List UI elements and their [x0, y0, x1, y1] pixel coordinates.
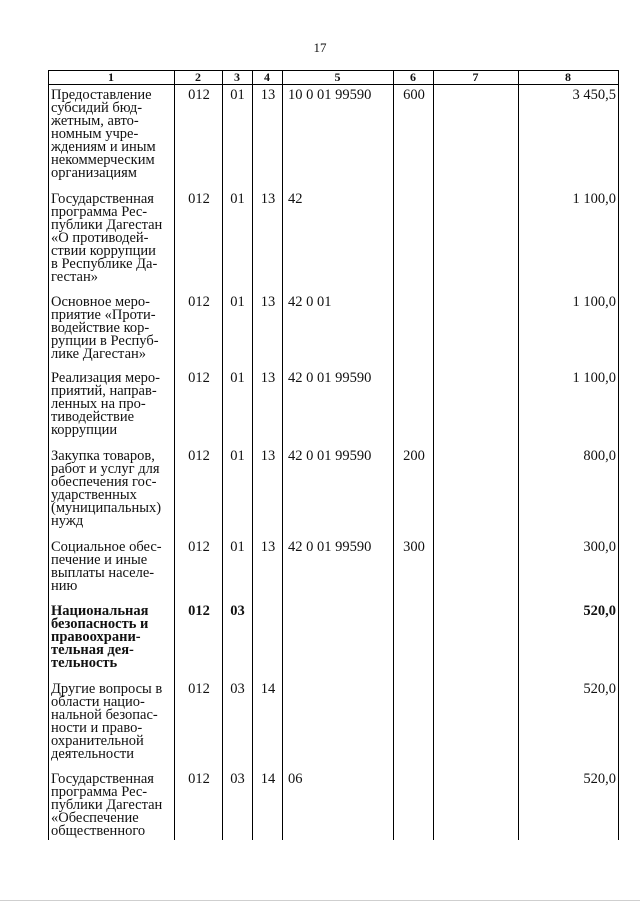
- row-code-6: 300: [403, 539, 425, 555]
- table-header-row: [48, 70, 618, 85]
- row-code-5: 10 0 01 99590: [288, 87, 372, 103]
- header-col-5: 5: [334, 70, 341, 84]
- row-code-3: 01: [230, 294, 245, 310]
- row-amount: 300,0: [583, 539, 616, 555]
- row-code-3: 01: [230, 448, 245, 464]
- row-name: Основное меро- приятие «Проти- водействие кор- рупции в Респуб- лике Дагестан»: [51, 294, 159, 362]
- row-name: Национальная безопасность и правоохрани- тельная дея- тельность: [51, 603, 149, 671]
- row-code-4: 14: [260, 681, 276, 697]
- header-col-8: 8: [565, 70, 571, 84]
- column-divider: [174, 70, 175, 840]
- row-code-2: 012: [188, 191, 210, 207]
- row-amount: 1 100,0: [572, 370, 616, 386]
- row-code-2: 012: [188, 771, 210, 787]
- row-code-4: 13: [260, 294, 276, 310]
- budget-table: [48, 70, 618, 840]
- row-code-2: 012: [188, 603, 210, 619]
- row-code-3: 03: [230, 771, 245, 787]
- row-code-6: 200: [403, 448, 425, 464]
- header-col-4: 4: [264, 70, 270, 84]
- row-name: Закупка товаров, работ и услуг для обеспечения гос- ударственных (муниципальных) нужд: [51, 448, 162, 529]
- row-amount: 1 100,0: [572, 294, 616, 310]
- row-code-5: 42 0 01 99590: [288, 370, 372, 386]
- row-code-3: 03: [230, 603, 245, 619]
- header-col-2: 2: [195, 70, 201, 84]
- page-number: 17: [313, 40, 327, 55]
- row-code-5: 06: [288, 771, 303, 787]
- row-code-4: 13: [260, 191, 276, 207]
- column-divider: [618, 70, 619, 840]
- row-code-4: 14: [260, 771, 276, 787]
- row-code-3: 01: [230, 539, 245, 555]
- row-code-3: 01: [230, 370, 245, 386]
- row-code-4: 13: [260, 87, 276, 103]
- row-code-5: 42 0 01 99590: [288, 448, 372, 464]
- row-code-4: 13: [260, 370, 276, 386]
- row-name: Другие вопросы в области нацио- нальной безопас- ности и право- охранительной деятельности: [51, 681, 163, 762]
- row-code-3: 03: [230, 681, 245, 697]
- row-code-3: 01: [230, 87, 245, 103]
- column-divider: [433, 70, 434, 840]
- row-amount: 520,0: [583, 771, 616, 787]
- row-amount: 3 450,5: [572, 87, 616, 103]
- row-code-6: 600: [403, 87, 425, 103]
- row-code-2: 012: [188, 87, 210, 103]
- row-amount: 1 100,0: [572, 191, 616, 207]
- row-code-2: 012: [188, 448, 210, 464]
- row-code-2: 012: [188, 370, 210, 386]
- row-amount: 520,0: [583, 681, 616, 697]
- header-col-3: 3: [234, 70, 240, 84]
- header-col-6: 6: [410, 70, 416, 84]
- header-col-1: 1: [108, 70, 114, 84]
- row-code-2: 012: [188, 539, 210, 555]
- row-name: Реализация меро- приятий, направ- ленных на про- тиводействие коррупции: [51, 370, 160, 438]
- page-edge-line: [0, 900, 640, 901]
- row-code-4: 13: [260, 539, 276, 555]
- row-code-2: 012: [188, 681, 210, 697]
- row-name: Государственная программа Рес- публики Дагестан «О противодей- ствии коррупции в Республике Да- гестан»: [51, 191, 163, 285]
- column-divider: [393, 70, 394, 840]
- row-code-5: 42 0 01: [288, 294, 332, 310]
- row-code-2: 012: [188, 294, 210, 310]
- row-name: Социальное обес- печение и иные выплаты населе- нию: [51, 539, 162, 594]
- row-amount: 520,0: [583, 603, 616, 619]
- row-code-4: 13: [260, 448, 276, 464]
- row-name: Предоставление субсидий бюд- жетным, авто- номным учре- ждениям и иным некоммерческим организациям: [51, 87, 156, 181]
- column-divider: [48, 70, 49, 840]
- row-code-5: 42 0 01 99590: [288, 539, 372, 555]
- header-col-7: 7: [472, 70, 479, 84]
- row-code-5: 42: [288, 191, 303, 207]
- row-amount: 800,0: [583, 448, 616, 464]
- row-name: Государственная программа Рес- публики Дагестан «Обеспечение общественного: [51, 771, 163, 839]
- column-divider: [222, 70, 223, 840]
- row-code-3: 01: [230, 191, 245, 207]
